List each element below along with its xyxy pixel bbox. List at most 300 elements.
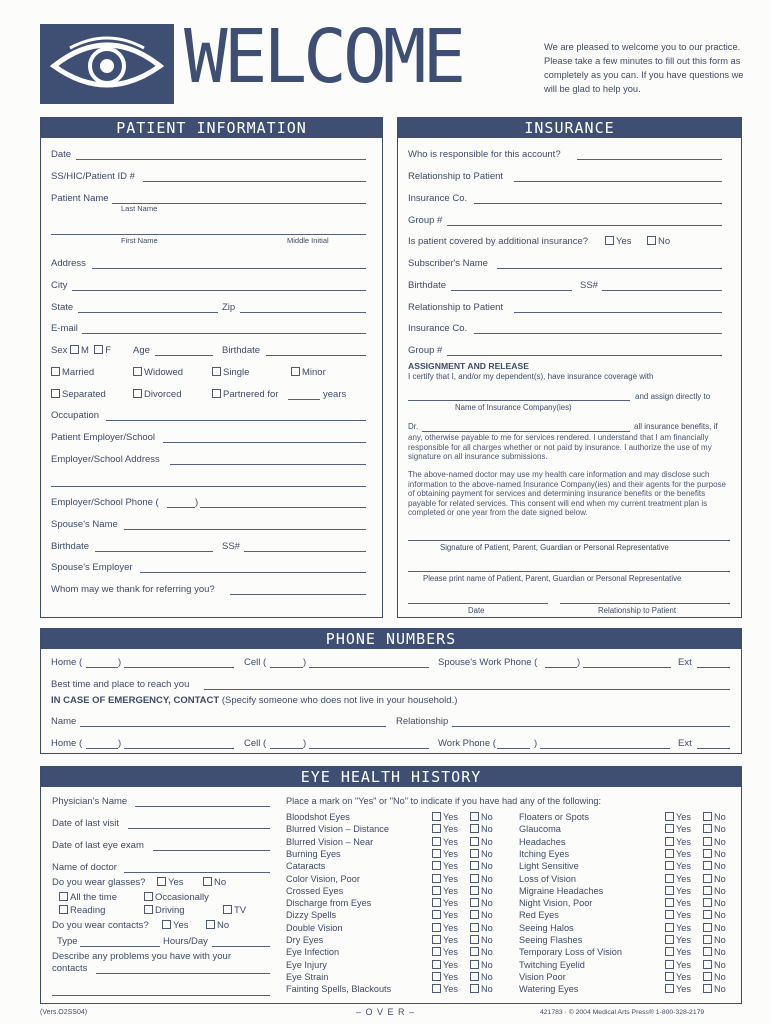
condition-yes-option[interactable]: Yes — [665, 947, 691, 957]
version-code: (Vers.O2SS04) — [40, 1009, 88, 1016]
condition-no-checkbox[interactable] — [703, 935, 712, 944]
condition-no-checkbox[interactable] — [703, 947, 712, 956]
driving-checkbox[interactable] — [144, 905, 153, 914]
employer-phone-field[interactable] — [200, 507, 366, 508]
condition-no-checkbox[interactable] — [703, 824, 712, 833]
occupation-field[interactable] — [106, 420, 366, 421]
first-name-caption: First Name — [121, 236, 158, 245]
condition-label: Dizzy Spells — [286, 910, 337, 921]
condition-no-option[interactable]: No — [470, 910, 493, 920]
minor-option[interactable]: Minor — [291, 367, 326, 378]
responsible-label: Who is responsible for this account? — [408, 149, 561, 160]
condition-yes-checkbox[interactable] — [432, 947, 441, 956]
glasses-label: Do you wear glasses? — [52, 877, 146, 888]
condition-yes-option[interactable]: Yes — [665, 837, 691, 847]
condition-no-checkbox[interactable] — [470, 960, 479, 969]
condition-no-checkbox[interactable] — [703, 861, 712, 870]
married-option[interactable]: Married — [51, 367, 94, 378]
group2-field[interactable] — [447, 355, 722, 356]
condition-yes-checkbox[interactable] — [665, 923, 674, 932]
last-exam-field[interactable] — [153, 850, 270, 851]
ins-birthdate-field[interactable] — [451, 290, 572, 291]
condition-no-option[interactable]: No — [703, 861, 726, 871]
spouse-work-label: Spouse's Work Phone ( — [438, 657, 538, 668]
city-field[interactable] — [72, 290, 366, 291]
sign-date-field[interactable] — [408, 603, 548, 604]
address-field[interactable] — [92, 268, 366, 269]
describe-contacts-line2[interactable] — [52, 995, 270, 996]
condition-yes-checkbox[interactable] — [432, 837, 441, 846]
condition-yes-option[interactable]: Yes — [432, 898, 458, 908]
birthdate-field[interactable] — [266, 355, 366, 356]
condition-label: Temporary Loss of Vision — [519, 947, 622, 958]
certify-text: I certify that I, and/or my dependent(s), have insurance coverage with — [408, 372, 654, 381]
condition-no-option[interactable]: No — [470, 898, 493, 908]
condition-yes-option[interactable]: Yes — [665, 861, 691, 871]
widowed-option[interactable]: Widowed — [133, 367, 183, 378]
signature-field[interactable] — [408, 540, 730, 541]
email-field[interactable] — [82, 333, 366, 334]
subscriber-field[interactable] — [497, 268, 722, 269]
condition-yes-checkbox[interactable] — [665, 837, 674, 846]
sex-f-checkbox[interactable] — [94, 345, 103, 354]
physician-label: Physician's Name — [52, 796, 128, 807]
condition-yes-checkbox[interactable] — [432, 984, 441, 993]
spouse-ss-field[interactable] — [244, 551, 366, 552]
emergency-relationship-label: Relationship — [396, 716, 449, 727]
condition-no-checkbox[interactable] — [703, 849, 712, 858]
condition-yes-option[interactable]: Yes — [432, 874, 458, 884]
first-name-field[interactable] — [51, 234, 366, 235]
partnered-option[interactable]: Partnered for — [212, 389, 278, 400]
condition-label: Twitching Eyelid — [519, 959, 585, 970]
sex-m-checkbox[interactable] — [70, 345, 79, 354]
spouse-birthdate-label: Birthdate — [51, 541, 90, 552]
condition-yes-option[interactable]: Yes — [665, 923, 691, 933]
condition-yes-option[interactable]: Yes — [432, 923, 458, 933]
group-field[interactable] — [447, 225, 722, 226]
ext-label: Ext — [678, 657, 692, 668]
condition-label: Bloodshot Eyes — [286, 812, 350, 822]
emergency-ext-field[interactable] — [697, 748, 730, 749]
paren-close: ) — [303, 657, 307, 668]
condition-no-checkbox[interactable] — [470, 972, 479, 981]
condition-no-checkbox[interactable] — [470, 935, 479, 944]
condition-yes-checkbox[interactable] — [432, 812, 441, 821]
single-option[interactable]: Single — [212, 367, 249, 378]
condition-no-checkbox[interactable] — [703, 812, 712, 821]
condition-no-option[interactable]: No — [470, 824, 493, 834]
home-phone-field[interactable] — [124, 667, 234, 668]
condition-no-option[interactable]: No — [470, 886, 493, 896]
divorced-option[interactable]: Divorced — [133, 389, 182, 400]
spouse-name-field[interactable] — [124, 529, 366, 530]
last-name-caption: Last Name — [121, 204, 158, 213]
emergency-home-field[interactable] — [124, 748, 234, 749]
condition-yes-checkbox[interactable] — [665, 960, 674, 969]
condition-yes-option[interactable]: Yes — [432, 824, 458, 834]
condition-yes-option[interactable]: Yes — [432, 947, 458, 957]
intro-text: We are pleased to welcome you to our practice. Please take a few minutes to fill out this form as completely as you can. If you have questions we will be glad to help you. — [544, 42, 744, 94]
condition-no-option[interactable]: No — [470, 947, 493, 957]
condition-yes-checkbox[interactable] — [665, 947, 674, 956]
describe-contacts-field[interactable] — [96, 973, 270, 974]
employer-field[interactable] — [163, 442, 366, 443]
emergency-name-label: Name — [51, 716, 77, 727]
condition-no-checkbox[interactable] — [470, 984, 479, 993]
print-name-caption: Please print name of Patient, Parent, Guardian or Personal Representative — [423, 574, 682, 583]
condition-label: Blurred Vision – Near — [286, 836, 374, 847]
section-title: INSURANCE — [398, 118, 741, 138]
condition-label: Cataracts — [286, 861, 326, 872]
emergency-work-area-field[interactable] — [497, 748, 530, 749]
condition-no-option[interactable]: No — [703, 910, 726, 920]
condition-no-option[interactable]: No — [703, 837, 726, 847]
condition-no-checkbox[interactable] — [703, 972, 712, 981]
state-field[interactable] — [78, 312, 218, 313]
condition-label: Color Vision, Poor — [286, 873, 360, 884]
condition-yes-option[interactable]: Yes — [432, 861, 458, 871]
cell-area-code-field[interactable] — [270, 667, 303, 668]
condition-yes-checkbox[interactable] — [432, 910, 441, 919]
condition-label: Watering Eyes — [519, 984, 579, 995]
additional-no-checkbox[interactable] — [647, 236, 656, 245]
employer-address-field[interactable] — [170, 464, 366, 465]
condition-no-option[interactable]: No — [470, 837, 493, 847]
condition-no-checkbox[interactable] — [470, 923, 479, 932]
condition-yes-option[interactable]: Yes — [432, 910, 458, 920]
contacts-yes-option[interactable]: Yes — [162, 920, 189, 931]
referral-field[interactable] — [230, 594, 366, 595]
condition-yes-checkbox[interactable] — [665, 874, 674, 883]
condition-yes-option[interactable]: Yes — [432, 837, 458, 847]
best-time-field[interactable] — [204, 689, 730, 690]
age-field[interactable] — [155, 355, 213, 356]
driving-option[interactable]: Driving — [144, 905, 185, 916]
all-time-checkbox[interactable] — [59, 892, 68, 901]
condition-yes-option[interactable]: Yes — [665, 910, 691, 920]
spouse-birthdate-field[interactable] — [95, 551, 213, 552]
employer-address-line2[interactable] — [51, 486, 366, 487]
condition-yes-checkbox[interactable] — [665, 910, 674, 919]
condition-no-checkbox[interactable] — [703, 984, 712, 993]
reading-option[interactable]: Reading — [59, 905, 105, 916]
condition-yes-option[interactable]: Yes — [665, 898, 691, 908]
hours-field[interactable] — [212, 946, 270, 947]
condition-no-checkbox[interactable] — [470, 947, 479, 956]
sign-relationship-field[interactable] — [560, 603, 730, 604]
paren-close: ) — [118, 738, 122, 749]
partnered-checkbox[interactable] — [212, 389, 221, 398]
condition-yes-option[interactable]: Yes — [665, 824, 691, 834]
age-label: Age — [133, 345, 150, 356]
condition-yes-checkbox[interactable] — [432, 886, 441, 895]
condition-no-option[interactable]: No — [470, 849, 493, 859]
condition-no-checkbox[interactable] — [703, 886, 712, 895]
additional-yes-option[interactable]: Yes — [605, 236, 632, 247]
ins-ss-field[interactable] — [602, 290, 722, 291]
condition-no-checkbox[interactable] — [470, 874, 479, 883]
eye-logo — [40, 24, 174, 104]
reading-checkbox[interactable] — [59, 905, 68, 914]
condition-yes-checkbox[interactable] — [432, 849, 441, 858]
condition-label: Vision Poor — [519, 971, 566, 982]
employer-area-code-field[interactable] — [167, 507, 195, 508]
emergency-cell-field[interactable] — [309, 748, 429, 749]
condition-yes-option[interactable]: Yes — [665, 812, 691, 822]
condition-yes-checkbox[interactable] — [665, 984, 674, 993]
address-label: Address — [51, 258, 86, 269]
ins-names-caption: Name of Insurance Company(ies) — [455, 403, 572, 412]
all-time-option[interactable]: All the time — [59, 892, 117, 903]
glasses-no-option[interactable]: No — [203, 877, 226, 888]
relationship2-label: Relationship to Patient — [408, 302, 504, 313]
condition-no-checkbox[interactable] — [470, 837, 479, 846]
minor-checkbox[interactable] — [291, 367, 300, 376]
tv-checkbox[interactable] — [223, 905, 232, 914]
condition-yes-option[interactable]: Yes — [432, 960, 458, 970]
eye-icon — [40, 24, 174, 104]
condition-yes-checkbox[interactable] — [432, 874, 441, 883]
additional-insurance-label: Is patient covered by additional insurance? — [408, 236, 589, 247]
condition-yes-checkbox[interactable] — [432, 861, 441, 870]
city-label: City — [51, 280, 68, 291]
condition-yes-checkbox[interactable] — [432, 898, 441, 907]
condition-no-checkbox[interactable] — [703, 874, 712, 883]
condition-yes-option[interactable]: Yes — [432, 935, 458, 945]
contacts-no-checkbox[interactable] — [206, 920, 215, 929]
ins-ss-label: SS# — [580, 280, 598, 291]
occasionally-option[interactable]: Occasionally — [144, 892, 209, 903]
condition-yes-option[interactable]: Yes — [665, 874, 691, 884]
condition-label: Fainting Spells, Blackouts — [286, 984, 392, 995]
ins-co-label: Insurance Co. — [408, 193, 468, 204]
condition-label: Night Vision, Poor — [519, 898, 593, 909]
page-title: WELCOME — [184, 14, 463, 100]
condition-yes-checkbox[interactable] — [665, 886, 674, 895]
spouse-work-field[interactable] — [583, 667, 671, 668]
subscriber-label: Subscriber's Name — [408, 258, 488, 269]
doctor-name-field[interactable] — [422, 431, 630, 432]
condition-label: Seeing Halos — [519, 922, 574, 933]
condition-yes-checkbox[interactable] — [432, 972, 441, 981]
doctor-field[interactable] — [124, 872, 270, 873]
type-label: Type — [57, 936, 78, 947]
divorced-checkbox[interactable] — [133, 389, 142, 398]
sign-relationship-caption: Relationship to Patient — [598, 606, 677, 615]
condition-no-option[interactable]: No — [470, 935, 493, 945]
condition-no-option[interactable]: No — [703, 923, 726, 933]
home-area-code-field[interactable] — [86, 667, 118, 668]
condition-no-checkbox[interactable] — [470, 898, 479, 907]
condition-no-checkbox[interactable] — [703, 923, 712, 932]
doctor-label: Name of doctor — [52, 862, 117, 873]
spouse-name-label: Spouse's Name — [51, 519, 118, 530]
financial-responsibility-text: any, otherwise payable to me for services rendered. I understand that I am financially responsible for all charges whether or not paid by insurance. I authorize the use of my signature on all insurance submissions. — [408, 433, 712, 462]
condition-yes-checkbox[interactable] — [665, 849, 674, 858]
ss-field[interactable] — [143, 181, 366, 182]
emergency-relationship-field[interactable] — [452, 726, 730, 727]
paren-close: ) — [118, 657, 122, 668]
married-checkbox[interactable] — [51, 367, 60, 376]
ext-field[interactable] — [697, 667, 730, 668]
condition-no-option[interactable]: No — [470, 960, 493, 970]
condition-no-checkbox[interactable] — [470, 861, 479, 870]
date-label: Date — [51, 149, 72, 160]
condition-no-option[interactable]: No — [470, 984, 493, 994]
relationship-field[interactable] — [514, 181, 722, 182]
condition-yes-checkbox[interactable] — [665, 935, 674, 944]
condition-no-option[interactable]: No — [470, 861, 493, 871]
over-indicator: – O V E R – — [356, 1007, 416, 1017]
condition-yes-checkbox[interactable] — [665, 861, 674, 870]
condition-no-checkbox[interactable] — [470, 812, 479, 821]
last-exam-label: Date of last eye exam — [52, 840, 144, 851]
contacts-yes-checkbox[interactable] — [162, 920, 171, 929]
condition-no-checkbox[interactable] — [470, 824, 479, 833]
condition-no-option[interactable]: No — [703, 984, 726, 994]
condition-label: Red Eyes — [519, 910, 559, 921]
condition-no-checkbox[interactable] — [703, 960, 712, 969]
condition-yes-checkbox[interactable] — [432, 935, 441, 944]
condition-yes-checkbox[interactable] — [665, 898, 674, 907]
condition-yes-option[interactable]: Yes — [665, 886, 691, 896]
condition-label: Seeing Flashes — [519, 935, 583, 945]
condition-no-option[interactable]: No — [470, 812, 493, 822]
condition-no-checkbox[interactable] — [470, 910, 479, 919]
home-phone-label: Home ( — [51, 657, 83, 668]
condition-no-option[interactable]: No — [703, 886, 726, 896]
paren-close: ) — [303, 738, 307, 749]
condition-no-checkbox[interactable] — [470, 849, 479, 858]
emergency-name-field[interactable] — [80, 726, 386, 727]
relationship2-field[interactable] — [514, 312, 722, 313]
condition-no-option[interactable]: No — [703, 960, 726, 970]
describe-contacts-label: Describe any problems you have with your contacts — [52, 951, 232, 974]
phone-numbers-section — [40, 628, 742, 754]
date-field[interactable] — [76, 159, 366, 160]
emergency-home-area-field[interactable] — [86, 748, 118, 749]
physician-field[interactable] — [135, 806, 270, 807]
spouse-employer-label: Spouse's Employer — [51, 562, 133, 573]
cell-phone-label: Cell ( — [244, 657, 267, 668]
condition-yes-option[interactable]: Yes — [432, 886, 458, 896]
condition-no-option[interactable]: No — [703, 874, 726, 884]
condition-no-option[interactable]: No — [703, 898, 726, 908]
condition-label: Eye Injury — [286, 959, 327, 970]
tv-option[interactable]: TV — [223, 905, 246, 916]
ins-co2-field[interactable] — [474, 333, 722, 334]
state-label: State — [51, 302, 74, 313]
spouse-employer-field[interactable] — [140, 572, 366, 573]
condition-no-checkbox[interactable] — [703, 910, 712, 919]
additional-yes-checkbox[interactable] — [605, 236, 614, 245]
print-name-field[interactable] — [408, 571, 730, 572]
glasses-no-checkbox[interactable] — [203, 877, 212, 886]
condition-no-checkbox[interactable] — [703, 837, 712, 846]
condition-yes-checkbox[interactable] — [665, 812, 674, 821]
condition-yes-checkbox[interactable] — [432, 960, 441, 969]
condition-yes-option[interactable]: Yes — [432, 972, 458, 982]
condition-yes-checkbox[interactable] — [665, 824, 674, 833]
condition-no-option[interactable]: No — [470, 972, 493, 982]
glasses-yes-option[interactable]: Yes — [157, 877, 184, 888]
sign-date-caption: Date — [468, 606, 485, 615]
employer-label: Patient Employer/School — [51, 432, 156, 443]
condition-no-option[interactable]: No — [703, 972, 726, 982]
last-visit-field[interactable] — [128, 828, 270, 829]
relationship-label: Relationship to Patient — [408, 171, 504, 182]
condition-no-checkbox[interactable] — [470, 886, 479, 895]
condition-yes-checkbox[interactable] — [432, 923, 441, 932]
single-checkbox[interactable] — [212, 367, 221, 376]
condition-yes-checkbox[interactable] — [665, 972, 674, 981]
separated-option[interactable]: Separated — [51, 389, 106, 400]
condition-no-checkbox[interactable] — [703, 898, 712, 907]
years-label: years — [323, 389, 347, 400]
condition-yes-option[interactable]: Yes — [432, 812, 458, 822]
ins-co2-label: Insurance Co. — [408, 323, 468, 334]
group2-label: Group # — [408, 345, 443, 356]
zip-field[interactable] — [240, 312, 366, 313]
condition-label: Light Sensitive — [519, 861, 579, 872]
condition-yes-option[interactable]: Yes — [665, 984, 691, 994]
ins-co-field[interactable] — [474, 203, 722, 204]
paren-close: ) — [577, 657, 581, 668]
condition-yes-option[interactable]: Yes — [665, 935, 691, 945]
condition-no-option[interactable]: No — [470, 923, 493, 933]
emergency-cell-area-field[interactable] — [270, 748, 303, 749]
referral-label: Whom may we thank for referring you? — [51, 584, 215, 595]
paren-close: ) — [534, 738, 538, 749]
emergency-work-field[interactable] — [540, 748, 670, 749]
condition-yes-option[interactable]: Yes — [665, 960, 691, 970]
additional-no-option[interactable]: No — [647, 236, 670, 247]
condition-label: Eye Infection — [286, 947, 340, 958]
signature-caption: Signature of Patient, Parent, Guardian or Personal Representative — [440, 543, 669, 552]
separated-checkbox[interactable] — [51, 389, 60, 398]
condition-yes-option[interactable]: Yes — [665, 972, 691, 982]
occasionally-checkbox[interactable] — [144, 892, 153, 901]
spouse-area-code-field[interactable] — [545, 667, 577, 668]
history-instruction: Place a mark on "Yes" or "No" to indicate if you have had any of the following: — [286, 796, 602, 806]
condition-no-option[interactable]: No — [470, 874, 493, 884]
sex-label: Sex M F — [51, 345, 112, 356]
cell-phone-field[interactable] — [309, 667, 429, 668]
condition-no-option[interactable]: No — [703, 947, 726, 957]
responsible-field[interactable] — [577, 159, 722, 160]
insurance-names-field[interactable] — [408, 400, 630, 401]
condition-no-option[interactable]: No — [703, 935, 726, 945]
condition-label: Burning Eyes — [286, 848, 341, 859]
condition-label: Blurred Vision – Distance — [286, 824, 389, 835]
condition-yes-option[interactable]: Yes — [432, 984, 458, 994]
condition-yes-option[interactable]: Yes — [432, 849, 458, 859]
condition-yes-checkbox[interactable] — [432, 824, 441, 833]
condition-no-option[interactable]: No — [703, 812, 726, 822]
emergency-work-label: Work Phone ( — [438, 738, 496, 749]
contacts-type-field[interactable] — [80, 946, 160, 947]
widowed-checkbox[interactable] — [133, 367, 142, 376]
condition-label: Glaucoma — [519, 824, 561, 835]
glasses-yes-checkbox[interactable] — [157, 877, 166, 886]
partnered-years-field[interactable] — [288, 399, 320, 400]
condition-yes-option[interactable]: Yes — [665, 849, 691, 859]
section-title: PATIENT INFORMATION — [41, 118, 382, 138]
contacts-no-option[interactable]: No — [206, 920, 229, 931]
condition-no-option[interactable]: No — [703, 849, 726, 859]
condition-no-option[interactable]: No — [703, 824, 726, 834]
